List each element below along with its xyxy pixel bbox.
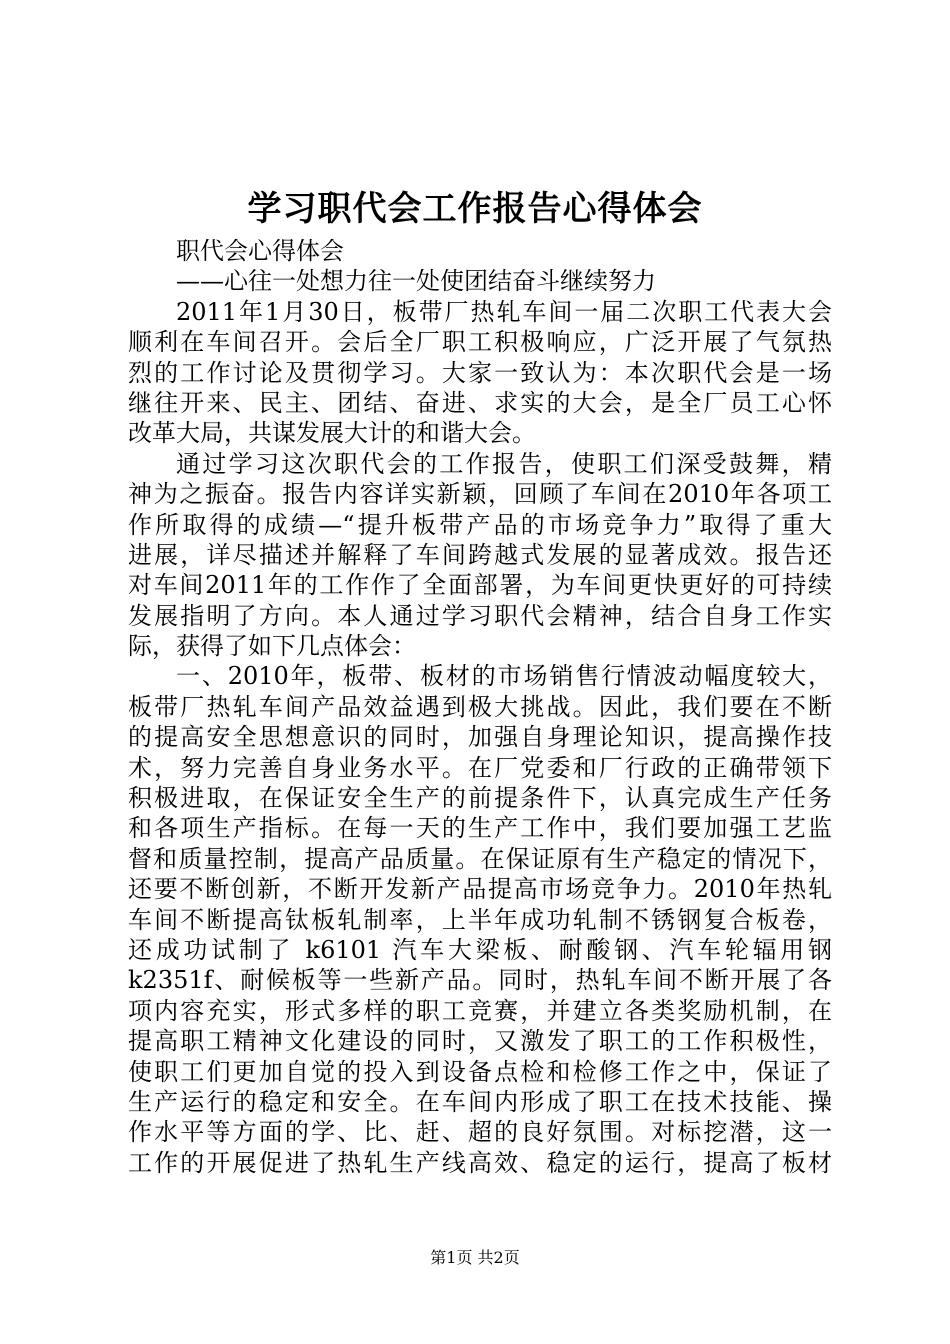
text-line: 和各项生产指标。在每一天的生产工作中，我们要加强工艺监	[128, 814, 832, 843]
text-line: 通过学习这次职代会的工作报告，使职工们深受鼓舞，精	[176, 449, 832, 478]
text-line: 职代会心得体会	[176, 237, 344, 265]
text-line: 板带厂热轧车间产品效益遇到极大挑战。因此，我们要在不断	[128, 692, 832, 721]
page-footer: 第1页 共2页	[430, 1248, 520, 1267]
document-title: 学习职代会工作报告心得体会	[247, 189, 703, 229]
text-line: 提高职工精神文化建设的同时，又激发了职工的工作积极性，	[128, 1027, 832, 1056]
document-body	[128, 236, 832, 1178]
text-line: 生产运行的稳定和安全。在车间内形成了职工在技术技能、操	[128, 1087, 832, 1116]
text-line: 进展，详尽描述并解释了车间跨越式发展的显著成效。报告还	[128, 540, 832, 569]
text-line: 使职工们更加自觉的投入到设备点检和检修工作之中，保证了	[128, 1057, 832, 1086]
text-line: 还成功试制了 k6101 汽车大梁板、耐酸钢、汽车轮辐用钢	[128, 935, 832, 964]
text-line: 工作的开展促进了热轧生产线高效、稳定的运行，提高了板材	[128, 1148, 832, 1177]
text-line: 改革大局，共谋发展大计的和谐大会。	[128, 419, 536, 448]
text-line: 发展指明了方向。本人通过学习职代会精神，结合自身工作实	[128, 601, 832, 630]
text-line: 术，努力完善自身业务水平。在厂党委和厂行政的正确带领下	[128, 753, 832, 782]
text-line: 督和质量控制，提高产品质量。在保证原有生产稳定的情况下，	[128, 844, 832, 873]
text-line: 的提高安全思想意识的同时，加强自身理论知识，提高操作技	[128, 723, 832, 752]
text-line: 作水平等方面的学、比、赶、超的良好氛围。对标挖潜，这一	[128, 1118, 832, 1147]
text-line: 一、2010年，板带、板材的市场销售行情波动幅度较大，	[176, 662, 832, 691]
text-line: 烈的工作讨论及贯彻学习。大家一致认为：本次职代会是一场	[128, 358, 832, 387]
text-line: ——心往一处想力往一处使团结奋斗继续努力	[176, 267, 656, 296]
text-line: 积极进取，在保证安全生产的前提条件下，认真完成生产任务	[128, 784, 832, 813]
text-line: 神为之振奋。报告内容详实新颖，回顾了车间在2010年各项工	[128, 480, 832, 509]
text-line: k2351f、耐候板等一些新产品。同时，热轧车间不断开展了各	[128, 966, 832, 995]
text-line: 顺利在车间召开。会后全厂职工积极响应，广泛开展了气氛热	[128, 328, 832, 357]
text-line: 作所取得的成绩—“提升板带产品的市场竞争力”取得了重大	[128, 510, 832, 539]
text-line: 际，获得了如下几点体会：	[128, 632, 416, 661]
text-line: 对车间2011年的工作作了全面部署，为车间更快更好的可持续	[128, 571, 832, 600]
text-line: 项内容充实，形式多样的职工竞赛，并建立各类奖励机制，在	[128, 996, 832, 1025]
text-line: 继往开来、民主、团结、奋进、求实的大会，是全厂员工心怀	[128, 388, 832, 417]
text-line: 2011年1月30日，板带厂热轧车间一届二次职工代表大会	[176, 297, 832, 326]
text-line: 车间不断提高钛板轧制率，上半年成功轧制不锈钢复合板卷，	[128, 905, 832, 934]
text-line: 还要不断创新，不断开发新产品提高市场竞争力。2010年热轧	[128, 875, 832, 904]
